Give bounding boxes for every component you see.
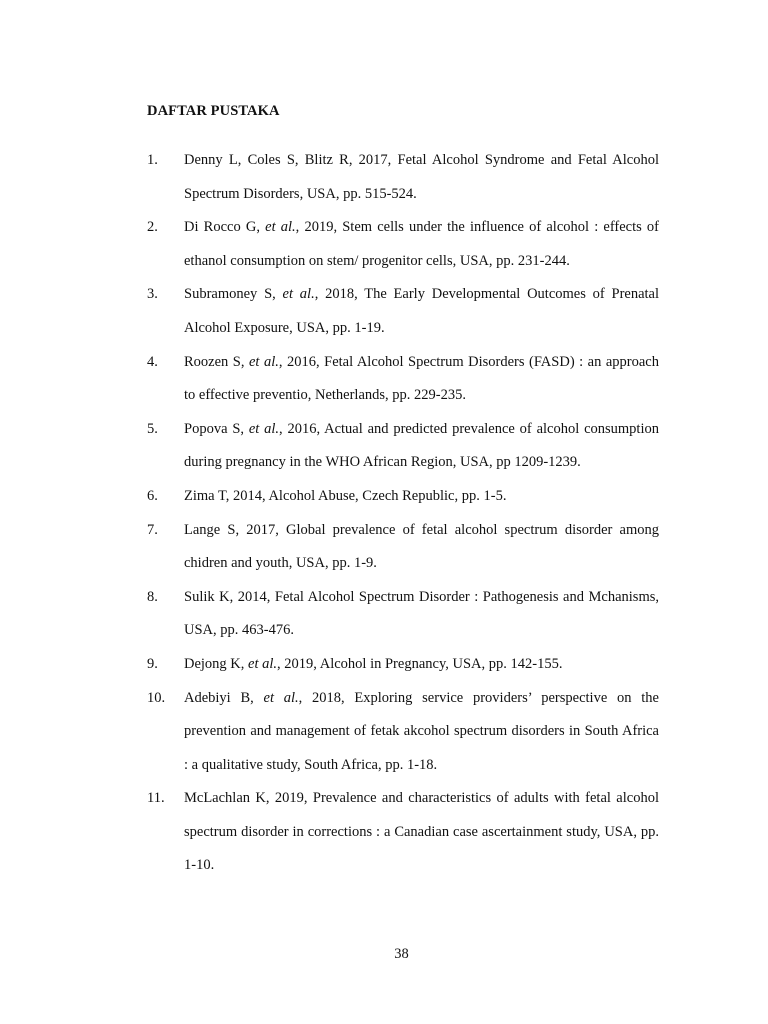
reference-text: Zima T, 2014, Alcohol Abuse, Czech Republic, pp. 1-5. bbox=[184, 487, 507, 504]
reference-item bbox=[147, 144, 659, 211]
reference-number: 2. bbox=[147, 219, 158, 236]
reference-number: 3. bbox=[147, 286, 158, 303]
reference-number: 10. bbox=[147, 689, 166, 706]
reference-text: Roozen S, et al., 2016, Fetal Alcohol Spectrum Disorders (FASD) : an approach to effective preventio, Netherlands, pp. 229-235. bbox=[184, 353, 659, 404]
reference-item bbox=[147, 648, 659, 682]
page-number: 38 bbox=[394, 946, 409, 962]
reference-number: 6. bbox=[147, 487, 158, 504]
reference-item bbox=[147, 581, 659, 648]
reference-number: 5. bbox=[147, 420, 158, 437]
reference-item bbox=[147, 782, 659, 883]
reference-text: Di Rocco G, et al., 2019, Stem cells under the influence of alcohol : effects of ethanol consumption on stem/ progenitor cells, USA, pp. 231-244. bbox=[184, 219, 659, 269]
reference-text: Dejong K, et al., 2019, Alcohol in Pregnancy, USA, pp. 142-155. bbox=[184, 655, 563, 672]
reference-number: 7. bbox=[147, 521, 158, 538]
reference-item bbox=[147, 413, 659, 480]
reference-text: Denny L, Coles S, Blitz R, 2017, Fetal Alcohol Syndrome and Fetal Alcohol Spectrum Disorders, USA, pp. 515-524. bbox=[184, 152, 659, 202]
page-heading: DAFTAR PUSTAKA bbox=[147, 103, 280, 119]
reference-text: Lange S, 2017, Global prevalence of fetal alcohol spectrum disorder among chidren and youth, USA, pp. 1-9. bbox=[184, 521, 659, 572]
reference-number: 1. bbox=[147, 152, 158, 168]
reference-item bbox=[147, 480, 659, 514]
reference-item bbox=[147, 278, 659, 345]
reference-text: McLachlan K, 2019, Prevalence and characteristics of adults with fetal alcohol spectrum disorder in corrections : a Canadian case ascertainment study, USA, pp. 1-10. bbox=[184, 790, 659, 874]
reference-item bbox=[147, 211, 659, 278]
reference-text: Sulik K, 2014, Fetal Alcohol Spectrum Disorder : Pathogenesis and Mchanisms, USA, pp. 463-476. bbox=[184, 588, 659, 639]
reference-number: 8. bbox=[147, 588, 158, 605]
reference-number: 9. bbox=[147, 655, 158, 672]
reference-number: 11. bbox=[147, 790, 165, 807]
reference-number: 4. bbox=[147, 353, 158, 370]
reference-item bbox=[147, 682, 659, 783]
reference-item bbox=[147, 514, 659, 581]
reference-text: Subramoney S, et al., 2018, The Early Developmental Outcomes of Prenatal Alcohol Exposure, USA, pp. 1-19. bbox=[184, 286, 660, 336]
reference-item bbox=[147, 346, 659, 413]
reference-text: Adebiyi B, et al., 2018, Exploring service providers’ perspective on the prevention and management of fetak akcohol spectrum disorders in South Africa : a qualitative study, South Africa, pp. 1-18. bbox=[184, 689, 659, 773]
reference-list bbox=[147, 144, 659, 883]
reference-text: Popova S, et al., 2016, Actual and predicted prevalence of alcohol consumption during pregnancy in the WHO African Region, USA, pp 1209-1239. bbox=[184, 420, 659, 471]
